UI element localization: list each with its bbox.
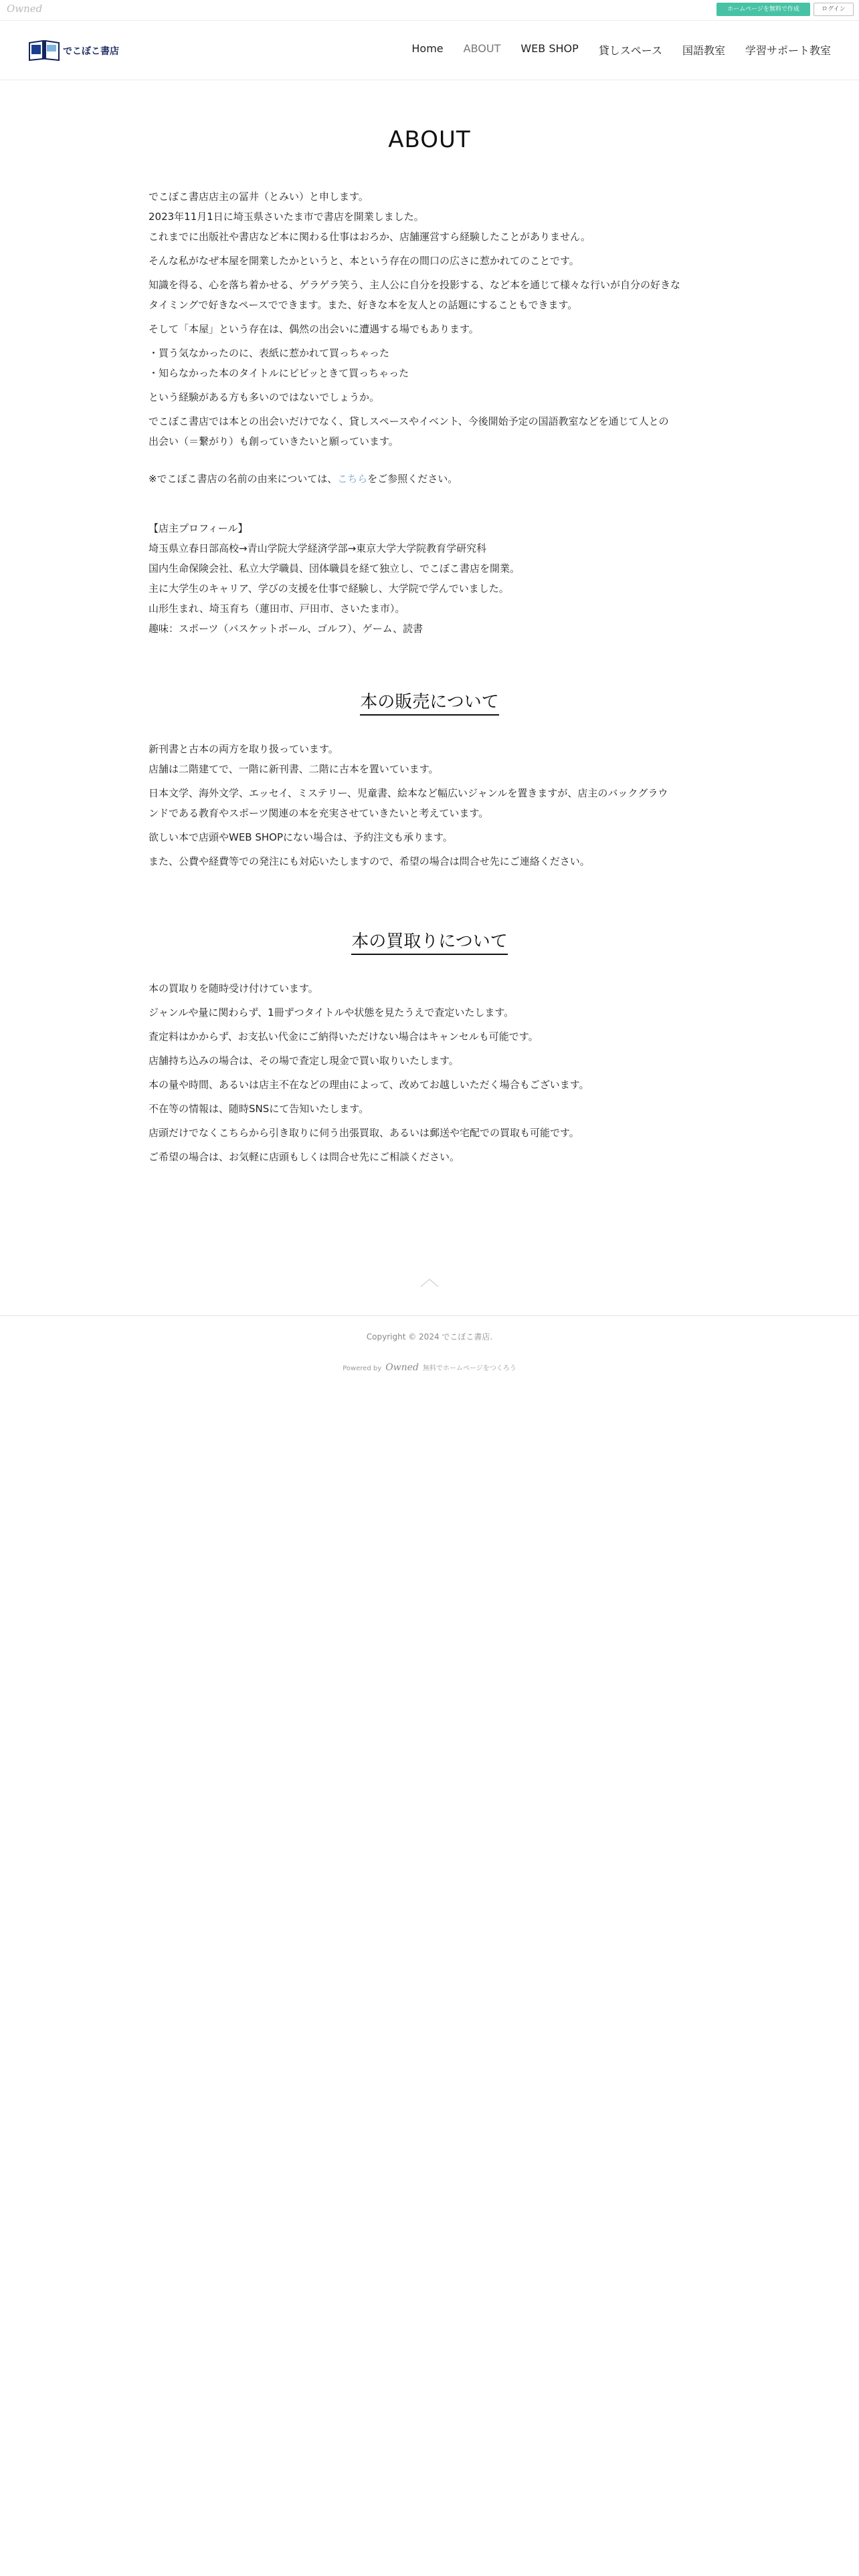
powered-by-label: Powered by [343, 1365, 382, 1372]
nav-learning-support[interactable]: 学習サポート教室 [745, 44, 831, 57]
buy-para-1 [149, 978, 710, 998]
text-line: 山形生まれ、埼玉育ち（蓮田市、戸田市、さいたま市）。 [149, 603, 405, 615]
origin-note-prefix: ※でこぼこ書店の名前の由来については、 [149, 473, 338, 485]
text-line: 国内生命保険会社、私立大学職員、団体職員を経て独立し、でこぼこ書店を開業。 [149, 562, 520, 574]
text-line: 出会い（＝繋がり）も創っていきたいと願っています。 [149, 435, 399, 447]
powered-brand-logo[interactable]: Owned [385, 1362, 419, 1373]
logo-text: でこぼこ書店 [63, 46, 119, 57]
text-line: 埼玉県立春日部高校→青山学院大学経済学部→東京大学大学院教育学研究科 [149, 542, 487, 554]
site-header [0, 21, 859, 80]
main-nav [391, 42, 831, 58]
profile-heading: 【店主プロフィール】 [149, 522, 248, 534]
origin-note [149, 469, 710, 489]
intro-para-5 [149, 343, 710, 383]
book-logo-icon [28, 39, 60, 62]
intro-para-3 [149, 275, 710, 315]
text-line: ンドである教育やスポーツ関連の本を充実させていきたいと考えています。 [149, 807, 489, 819]
page-title: ABOUT [388, 126, 471, 153]
origin-note-suffix: をご参照ください。 [367, 473, 458, 485]
buy-section-title: 本の買取りについて [149, 928, 710, 955]
buy-para-2 [149, 1002, 710, 1023]
buy-para-8 [149, 1147, 710, 1167]
text-line: 店舗は二階建てで、一階に新刊書、二階に古本を置いています。 [149, 763, 439, 775]
buy-para-4 [149, 1051, 710, 1071]
powered-by [0, 1362, 859, 1373]
sales-para-4 [149, 851, 710, 871]
nav-web-shop[interactable]: WEB SHOP [520, 42, 579, 55]
buy-para-5 [149, 1075, 710, 1095]
text-line: ご希望の場合は、お気軽に店頭もしくは問合せ先にご相談ください。 [149, 1151, 460, 1163]
text-line: 本の買取りを随時受け付けています。 [149, 982, 318, 994]
text-line: また、公費や経費等での発注にも対応いたしますので、希望の場合は問合せ先にご連絡ください。 [149, 855, 590, 867]
text-line: 知識を得る、心を落ち着かせる、ゲラゲラ笑う、主人公に自分を投影する、など本を通じて様々な行いが自分の好きな [149, 279, 681, 291]
intro-para-1 [149, 187, 710, 247]
text-line: 新刊書と古本の両方を取り扱っています。 [149, 743, 339, 755]
sales-para-2 [149, 783, 710, 823]
nav-home[interactable]: Home [411, 42, 444, 55]
origin-note-line [149, 469, 710, 489]
nav-japanese-class[interactable]: 国語教室 [682, 44, 725, 57]
powered-by-link[interactable]: 無料でホームページをつくろう [422, 1365, 516, 1372]
owner-profile [149, 518, 710, 639]
text-line: 本の量や時間、あるいは店主不在などの理由によって、改めてお越しいただく場合もございます。 [149, 1079, 589, 1091]
login-button[interactable]: ログイン [814, 3, 854, 16]
origin-link[interactable]: こちら [337, 473, 368, 485]
footer-divider [0, 1315, 859, 1316]
intro-para-4 [149, 319, 710, 339]
text-line: でこぼこ書店店主の冨井（とみい）と申します。 [149, 191, 369, 203]
text-line: という経験がある方も多いのではないでしょうか。 [149, 391, 380, 403]
sales-section-title: 本の販売について [149, 688, 710, 716]
chevron-up-icon[interactable] [419, 1277, 440, 1288]
text-line: 欲しい本で店頭やWEB SHOPにない場合は、予約注文も承ります。 [149, 831, 453, 843]
text-line: 主に大学生のキャリア、学びの支援を仕事で経験し、大学院で学んでいました。 [149, 582, 509, 595]
intro-para-7 [149, 411, 710, 451]
sales-para-3 [149, 827, 710, 847]
buy-para-3 [149, 1027, 710, 1047]
text-line: そして「本屋」という存在は、偶然の出会いに遭遇する場でもあります。 [149, 323, 479, 335]
text-line: 趣味：スポーツ（バスケットボール、ゴルフ）、ゲーム、読書 [149, 623, 423, 635]
text-line: これまでに出版社や書店など本に関わる仕事はおろか、店舗運営すら経験したことがありません。 [149, 231, 591, 243]
nav-rental-space[interactable]: 貸しスペース [598, 44, 662, 57]
site-logo[interactable] [28, 39, 118, 62]
intro-para-6 [149, 387, 710, 407]
intro-para-2 [149, 251, 710, 271]
sales-para-1 [149, 739, 710, 779]
copyright: Copyright © 2024 でこぼこ書店. [366, 1332, 493, 1341]
text-line: 店頭だけでなくこちらから引き取りに伺う出張買取、あるいは郵送や宅配での買取も可能です。 [149, 1127, 579, 1139]
nav-about[interactable]: ABOUT [463, 42, 501, 55]
platform-brand-logo[interactable]: Owned [7, 3, 43, 15]
create-homepage-button[interactable]: ホームページを無料で作成 [717, 3, 810, 16]
text-line: タイミングで好きなペースでできます。また、好きな本を友人との話題にすることもできます。 [149, 299, 578, 311]
buy-para-6 [149, 1099, 710, 1119]
text-line: 不在等の情報は、随時SNSにて告知いたします。 [149, 1103, 369, 1115]
text-line: ・買う気なかったのに、表紙に惹かれて買っちゃった [149, 347, 390, 359]
text-line: 店舗持ち込みの場合は、その場で査定し現金で買い取りいたします。 [149, 1055, 459, 1067]
text-line: ジャンルや量に関わらず、1冊ずつタイトルや状態を見たうえで査定いたします。 [149, 1006, 514, 1018]
text-line: 査定料はかからず、お支払い代金にご納得いただけない場合はキャンセルも可能です。 [149, 1031, 539, 1043]
admin-bar [0, 0, 859, 21]
buy-para-7 [149, 1123, 710, 1143]
text-line: でこぼこ書店では本との出会いだけでなく、貸しスペースやイベント、今後開始予定の国語教室などを通じて人との [149, 415, 669, 427]
text-line: 日本文学、海外文学、エッセイ、ミステリー、児童書、絵本など幅広いジャンルを置きますが、店主のバックグラウ [149, 787, 668, 799]
text-line: 2023年11月1日に埼玉県さいたま市で書店を開業しました。 [149, 211, 424, 223]
text-line: そんな私がなぜ本屋を開業したかというと、本という存在の間口の広さに惹かれてのことです。 [149, 255, 579, 267]
text-line: ・知らなかった本のタイトルにビビッときて買っちゃった [149, 367, 409, 379]
